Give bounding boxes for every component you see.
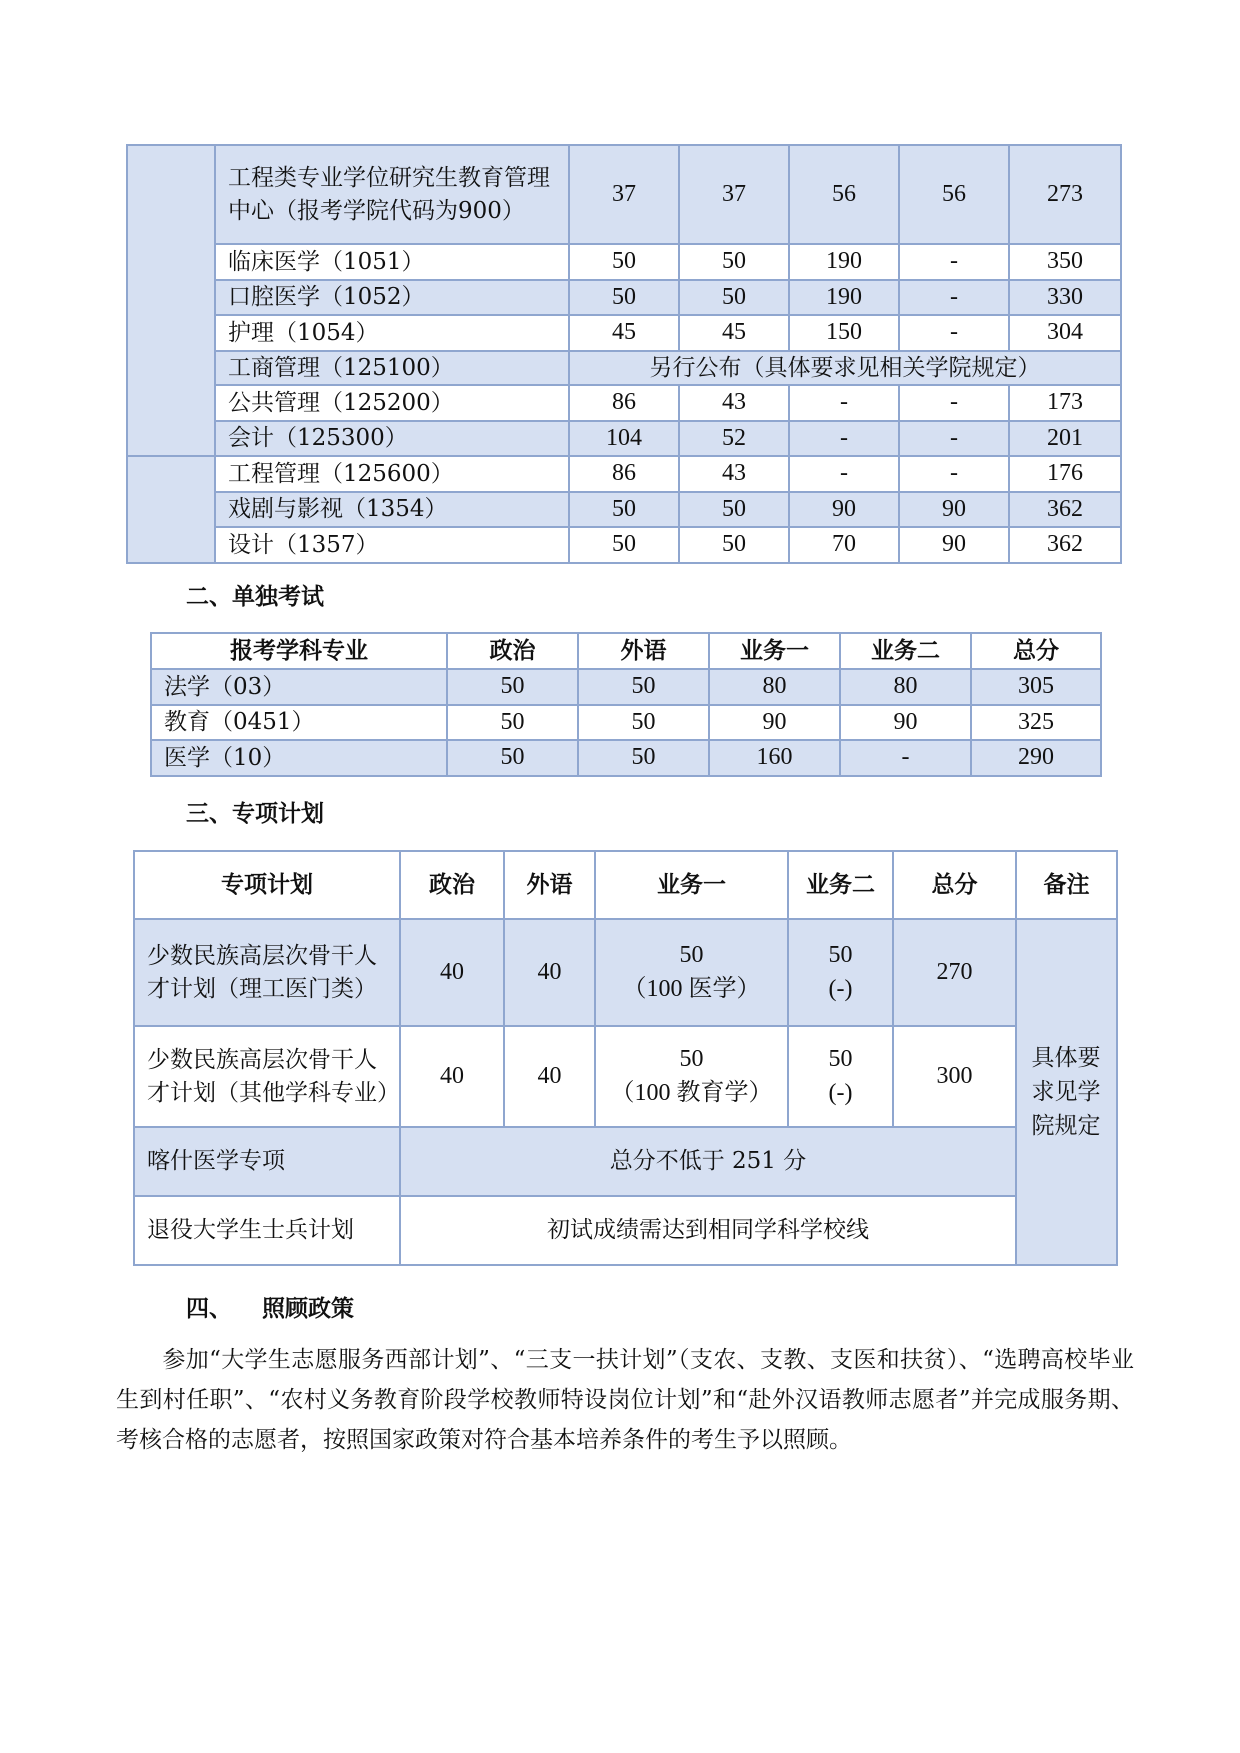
major-name: 会计（125300） [215,421,569,457]
score-language: 37 [679,145,789,244]
header-plan: 专项计划 [134,851,400,919]
score-subject1: 190 [789,280,899,316]
score-total: 330 [1009,280,1121,316]
section-title: 照顾政策 [262,1296,354,1322]
table-row [127,280,1121,316]
score-subject1 [595,919,788,1026]
score-subject1-value: 50 [679,941,704,968]
score-politics: 40 [400,919,504,1026]
table-header-row [134,851,1117,919]
score-subject2: - [899,244,1009,280]
section-heading-independent-exam: 二、单独考试 [186,584,324,610]
score-total: 201 [1009,421,1121,457]
independent-exam-table [150,632,1102,777]
header-subject2: 业务二 [788,851,893,919]
score-subject2: 56 [899,145,1009,244]
score-subject1 [595,1026,788,1127]
score-total: 362 [1009,492,1121,528]
major-name: 工程类专业学位研究生教育管理中心（报考学院代码为900） [215,145,569,244]
policy-text: 参加“大学生志愿服务西部计划”、“三支一扶计划”（支农、支教、支医和扶贫）、“选聘高校毕业生到村任职”、“农村义务教育阶段学校教师特设岗位计划”和“赴外汉语教师志愿者”并完成服务期、考核合格的志愿者，按照国家政策对符合基本培养条件的考生予以照顾。 [116,1347,1134,1453]
score-politics: 50 [569,527,679,563]
major-name: 工商管理（125100） [215,351,569,385]
score-language: 52 [679,421,789,457]
score-language: 43 [679,385,789,421]
table-header-row [151,633,1101,669]
merged-note: 另行公布（具体要求见相关学院规定） [569,351,1121,385]
score-subject2 [788,1026,893,1127]
score-subject2: - [899,280,1009,316]
score-subject1-value: 50 [679,1045,704,1072]
header-subject2: 业务二 [840,633,971,669]
major-name: 医学（10） [151,740,447,776]
table-row [151,705,1101,741]
score-table-continued [126,144,1122,564]
score-politics: 50 [569,492,679,528]
score-politics: 45 [569,315,679,351]
table-row [127,315,1121,351]
table-row [127,244,1121,280]
section-heading-preferential-policy [186,1290,354,1323]
table-row [151,669,1101,705]
score-total: 350 [1009,244,1121,280]
table-row [134,1127,1117,1196]
score-subject2: - [899,385,1009,421]
score-politics: 50 [447,669,578,705]
score-total: 270 [893,919,1016,1026]
score-subject2: 90 [840,705,971,741]
header-remark: 备注 [1016,851,1117,919]
table-row [127,385,1121,421]
score-total: 300 [893,1026,1016,1127]
score-total: 304 [1009,315,1121,351]
score-total: 325 [971,705,1101,741]
score-language: 50 [679,280,789,316]
score-language: 50 [679,527,789,563]
table-row [127,145,1121,244]
score-subject2 [788,919,893,1026]
header-total: 总分 [893,851,1016,919]
major-name: 公共管理（125200） [215,385,569,421]
score-language: 50 [578,740,709,776]
score-subject2-value: 50 [828,941,853,968]
special-plan-table [133,850,1118,1266]
score-politics: 50 [569,280,679,316]
score-politics: 50 [569,244,679,280]
score-total: 176 [1009,456,1121,492]
table-row [134,919,1117,1026]
score-politics: 86 [569,456,679,492]
header-total: 总分 [971,633,1101,669]
score-language: 45 [679,315,789,351]
remark-text: 具体要求见学院规定 [1031,1045,1101,1139]
score-language: 50 [679,244,789,280]
header-major: 报考学科专业 [151,633,447,669]
score-language: 40 [504,1026,595,1127]
header-language: 外语 [504,851,595,919]
score-subject1: 80 [709,669,840,705]
score-subject2: - [899,421,1009,457]
score-total: 305 [971,669,1101,705]
score-subject1: 90 [709,705,840,741]
score-subject1-note: （100 教育学） [610,1079,773,1106]
score-politics: 37 [569,145,679,244]
plan-name: 少数民族高层次骨干人才计划（理工医门类） [134,919,400,1026]
major-name: 临床医学（1051） [215,244,569,280]
score-language: 50 [578,705,709,741]
table-row [127,421,1121,457]
plan-name: 少数民族高层次骨干人才计划（其他学科专业） [134,1026,400,1127]
score-politics: 50 [447,740,578,776]
score-subject2-note: (-) [828,975,853,1002]
score-total: 273 [1009,145,1121,244]
score-subject1: 160 [709,740,840,776]
table-row [127,492,1121,528]
table-row [127,456,1121,492]
table-row [127,351,1121,385]
table-row [134,1196,1117,1265]
score-politics: 86 [569,385,679,421]
score-subject1: - [789,456,899,492]
header-politics: 政治 [400,851,504,919]
score-subject2: - [840,740,971,776]
policy-paragraph [116,1340,1134,1460]
score-subject2: 90 [899,527,1009,563]
score-language: 50 [679,492,789,528]
score-subject1: - [789,385,899,421]
score-subject1: 56 [789,145,899,244]
table-row [151,740,1101,776]
score-subject2-value: 50 [828,1045,853,1072]
major-name: 工程管理（125600） [215,456,569,492]
score-language: 50 [578,669,709,705]
major-name: 法学（03） [151,669,447,705]
major-name: 戏剧与影视（1354） [215,492,569,528]
score-politics: 50 [447,705,578,741]
table-row [134,1026,1117,1127]
category-cell [127,456,215,563]
section-number: 四、 [186,1296,232,1322]
section-heading-special-plan: 三、专项计划 [186,801,324,827]
score-subject1: 190 [789,244,899,280]
score-subject1: 150 [789,315,899,351]
score-subject2: - [899,315,1009,351]
score-subject1: - [789,421,899,457]
score-politics: 104 [569,421,679,457]
merged-note: 总分不低于 251 分 [400,1127,1016,1196]
table-row [127,527,1121,563]
score-total: 173 [1009,385,1121,421]
score-total: 362 [1009,527,1121,563]
plan-name: 退役大学生士兵计划 [134,1196,400,1265]
score-language: 43 [679,456,789,492]
score-subject1-note: （100 医学） [622,975,761,1002]
score-subject2: 80 [840,669,971,705]
major-name: 设计（1357） [215,527,569,563]
score-subject2: 90 [899,492,1009,528]
remark-cell [1016,919,1117,1265]
plan-name: 喀什医学专项 [134,1127,400,1196]
major-name: 教育（0451） [151,705,447,741]
header-language: 外语 [578,633,709,669]
merged-note: 初试成绩需达到相同学科学校线 [400,1196,1016,1265]
category-cell [127,145,215,456]
score-language: 40 [504,919,595,1026]
header-subject1: 业务一 [595,851,788,919]
score-subject1: 70 [789,527,899,563]
score-total: 290 [971,740,1101,776]
header-politics: 政治 [447,633,578,669]
major-name: 护理（1054） [215,315,569,351]
score-subject1: 90 [789,492,899,528]
major-name: 口腔医学（1052） [215,280,569,316]
score-politics: 40 [400,1026,504,1127]
score-subject2: - [899,456,1009,492]
score-subject2-note: (-) [828,1079,853,1106]
header-subject1: 业务一 [709,633,840,669]
